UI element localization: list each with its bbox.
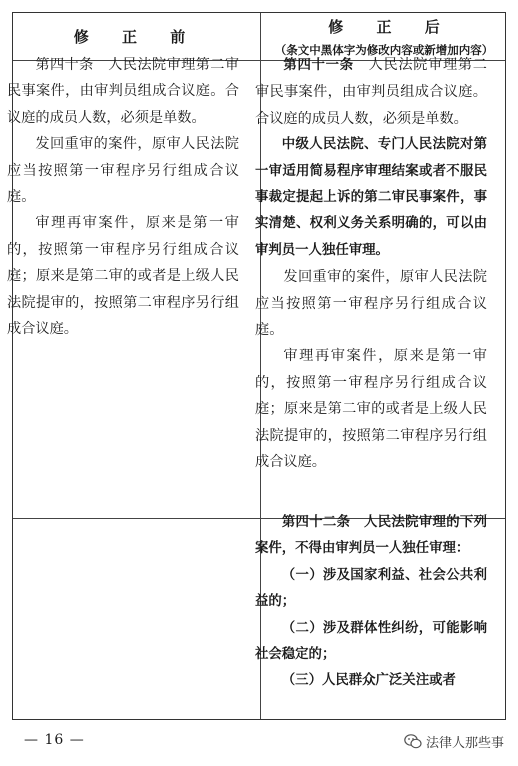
amended-paragraph-bold: （一）涉及国家利益、社会公共利益的； <box>255 567 487 610</box>
header-after: 修 正 后 <box>328 17 454 36</box>
amended-paragraph-bold: （二）涉及群体性纠纷，可能影响社会稳定的； <box>255 620 487 663</box>
row1-before-cell <box>7 52 239 342</box>
article-number-bold: 第四十一条 <box>283 58 354 73</box>
wechat-icon <box>404 734 422 749</box>
watermark <box>404 732 504 751</box>
amended-paragraph-bold: 第四十二条 人民法院审理的下列案件，不得由审判员一人独任审理： <box>255 515 487 557</box>
page-number: — 16 — <box>24 732 85 748</box>
article-paragraph: 审理再审案件，原来是第一审的，按照第一审程序另行组成合议庭；原来是第二审的或者是上级人民法院提审的，按照第二审程序另行组成合议庭。 <box>7 215 239 338</box>
amended-paragraph-bold: 中级人民法院、专门人民法院对第一审适用简易程序审理结案或者不服民事裁定提起上诉的第二审民事案件，事实清楚、权利义务关系明确的，可以由审判员一人独任审理。 <box>255 137 487 258</box>
article-paragraph: 发回重审的案件，原审人民法院应当按照第一审程序另行组成合议庭。 <box>255 269 487 339</box>
row2-after-cell <box>255 510 487 695</box>
article-paragraph: 发回重审的案件，原审人民法院应当按照第一审程序另行组成合议庭。 <box>7 136 239 206</box>
article-paragraph <box>255 52 487 132</box>
header-after-note: （条文中黑体字为修改内容或新增加内容） <box>274 42 494 57</box>
article-text: 人民法院审理第二审民事案件，由审判员组成合议庭。合议庭的成员人数，必须是单数。 <box>255 57 487 127</box>
header-before: 修 正 前 <box>73 28 200 46</box>
amended-paragraph-bold: （三）人民群众广泛关注或者 <box>281 673 456 689</box>
article-paragraph: 审理再审案件，原来是第一审的，按照第一审程序另行组成合议庭；原来是第二审的或者是上级人民法院提审的，按照第二审程序另行组成合议庭。 <box>255 348 487 471</box>
row1-after-cell <box>255 52 487 476</box>
watermark-text: 法律人那些事 <box>425 736 504 751</box>
article-paragraph: 第四十条 人民法院审理第二审民事案件，由审判员组成合议庭。合议庭的成员人数，必须是单数。 <box>7 57 239 126</box>
